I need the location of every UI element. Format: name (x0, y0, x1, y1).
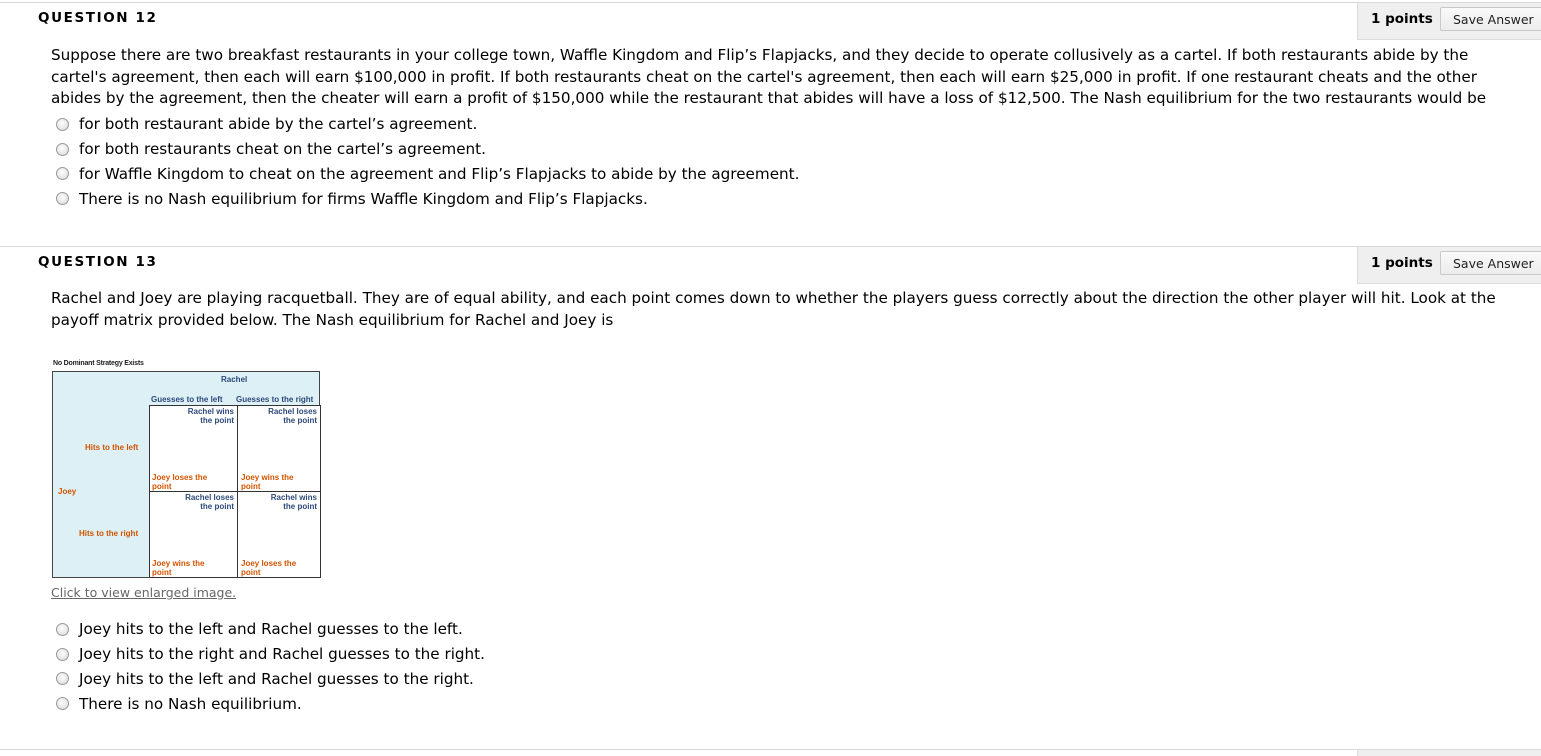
payoff-matrix (52, 371, 320, 578)
answer-option[interactable] (56, 112, 799, 137)
question-title: QUESTION 13 (38, 254, 158, 270)
points-label: 1 points (1371, 11, 1433, 27)
option-label[interactable]: There is no Nash equilibrium for firms Waffle Kingdom and Flip’s Flapjacks. (79, 189, 648, 208)
row-player-label: Joey (58, 487, 77, 496)
answer-option[interactable] (56, 617, 485, 642)
cell-rachel-payoff: Rachel loses the point (268, 407, 317, 425)
cell-joey-payoff: Joey loses the point (241, 559, 297, 577)
option-label[interactable]: Joey hits to the left and Rachel guesses to the left. (79, 620, 463, 639)
radio-button[interactable] (56, 672, 69, 685)
points-box (1357, 750, 1541, 756)
answer-option[interactable] (56, 137, 799, 162)
option-label[interactable]: There is no Nash equilibrium. (79, 694, 302, 713)
radio-button[interactable] (56, 623, 69, 636)
cell-joey-payoff: Joey wins the point (241, 473, 294, 491)
question-prompt: Suppose there are two breakfast restaurants in your college town, Waffle Kingdom and Flip’s Flapjacks, and they decide to operate collusively as a cartel. If both restaurants abide by the cartel's agreement, then each will earn $100,000 in profit. If both restaurants cheat on the cartel's agreement, then each will earn $25,000 in profit. If one restaurant cheats and the other abides by the agreement, then the cheater will earn a profit of $150,000 while the restaurant that abides will have a loss of $12,500. The Nash equilibrium for the two restaurants would be (51, 46, 1487, 108)
column-strategy-right: Guesses to the right (236, 395, 314, 404)
enlarge-image-link[interactable]: Click to view enlarged image. (51, 585, 237, 600)
answer-option[interactable] (56, 642, 485, 667)
cell-joey-payoff: Joey loses the point (152, 473, 208, 491)
payoff-matrix-figure[interactable] (51, 359, 323, 600)
option-label[interactable]: for both restaurants cheat on the cartel’s agreement. (79, 140, 486, 159)
points-label: 1 points (1371, 255, 1433, 271)
matrix-cell-bottom-left (149, 491, 238, 578)
answer-option[interactable] (56, 691, 485, 716)
option-label[interactable]: for Waffle Kingdom to cheat on the agreement and Flip’s Flapjacks to abide by the agreement. (79, 164, 800, 183)
answer-option[interactable] (56, 186, 799, 211)
answer-options (56, 112, 799, 211)
option-label[interactable]: for both restaurant abide by the cartel’s agreement. (79, 115, 478, 134)
figure-caption: No Dominant Strategy Exists (53, 360, 144, 367)
cell-rachel-payoff: Rachel loses the point (185, 493, 234, 511)
question-12 (0, 0, 1541, 244)
cell-rachel-payoff: Rachel wins the point (187, 407, 234, 425)
column-strategy-left: Guesses to the left (151, 395, 223, 404)
row-strategy-top: Hits to the left (85, 443, 139, 452)
radio-button[interactable] (56, 143, 69, 156)
answer-options (56, 617, 485, 716)
radio-button[interactable] (56, 648, 69, 661)
matrix-cell-top-left (149, 405, 238, 492)
matrix-cell-bottom-right (237, 491, 321, 578)
column-player-label: Rachel (221, 375, 248, 384)
save-answer-button[interactable]: Save Answer (1440, 7, 1541, 31)
cell-joey-payoff: Joey wins the point (152, 559, 205, 577)
save-answer-button[interactable]: Save Answer (1440, 251, 1541, 275)
divider (0, 246, 1541, 247)
option-label[interactable]: Joey hits to the right and Rachel guesses to the right. (79, 645, 485, 664)
radio-button[interactable] (56, 167, 69, 180)
question-title: QUESTION 12 (38, 10, 158, 26)
cell-rachel-payoff: Rachel wins the point (270, 493, 317, 511)
matrix-cell-top-right (237, 405, 321, 492)
row-strategy-bottom: Hits to the right (79, 529, 139, 538)
question-prompt: Rachel and Joey are playing racquetball. They are of equal ability, and each point comes down to whether the players guess correctly about the direction the other player will hit. Look at the payoff matrix provided below. The Nash equilibrium for Rachel and Joey is (51, 289, 1496, 329)
option-label[interactable]: Joey hits to the left and Rachel guesses to the right. (79, 669, 474, 688)
points-box (1357, 3, 1541, 40)
points-box (1357, 247, 1541, 284)
divider (0, 2, 1541, 3)
radio-button[interactable] (56, 192, 69, 205)
answer-option[interactable] (56, 162, 799, 187)
divider (0, 749, 1541, 750)
radio-button[interactable] (56, 118, 69, 131)
answer-option[interactable] (56, 667, 485, 692)
radio-button[interactable] (56, 697, 69, 710)
question-13 (0, 244, 1541, 749)
